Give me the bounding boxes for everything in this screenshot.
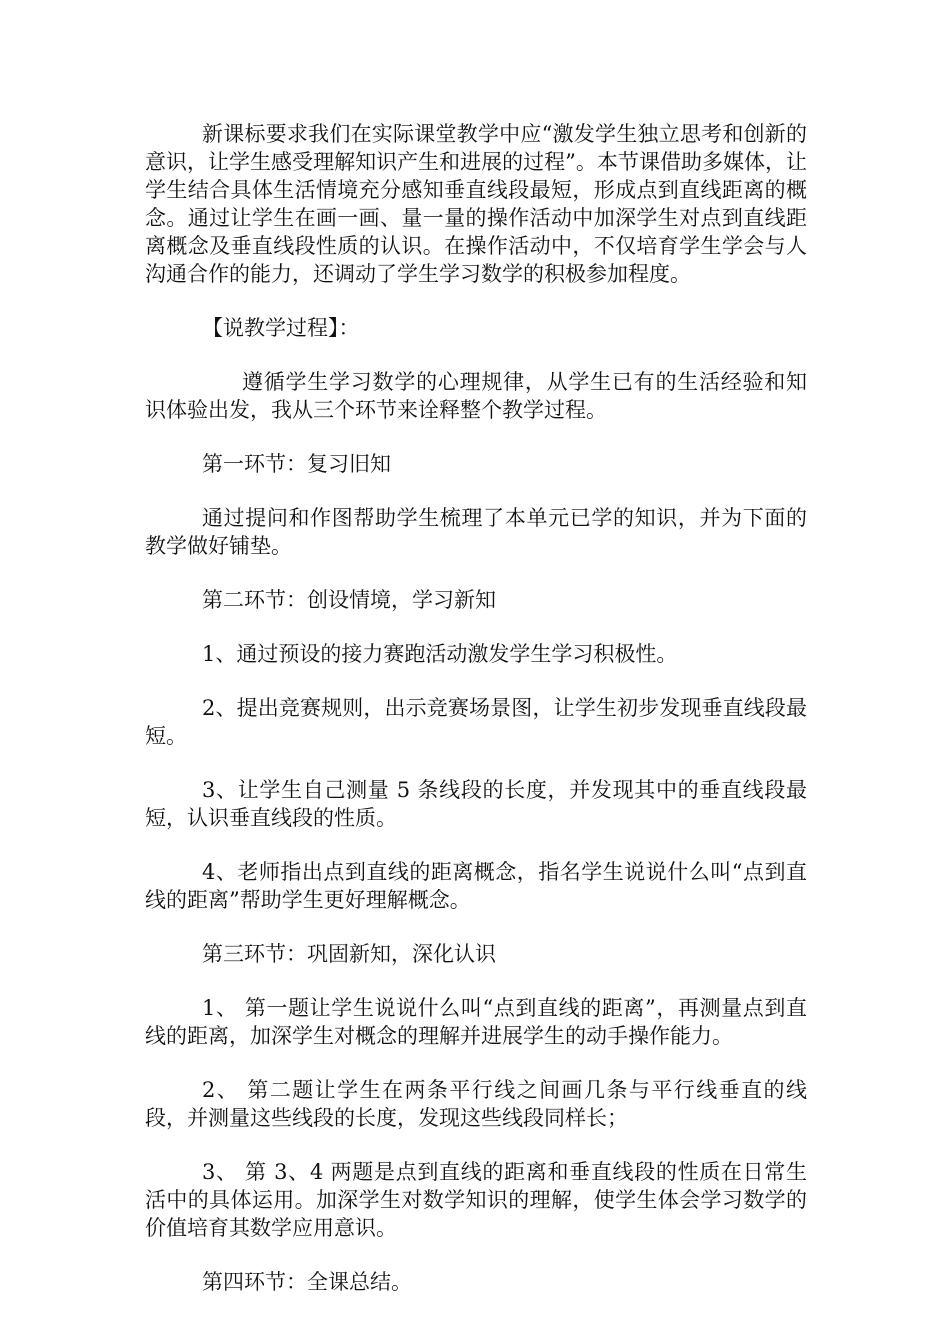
heading-stage-1: 第一环节：复习旧知 [202,452,391,476]
list-item-stage-2-1: 1、通过预设的接力赛跑活动激发学生学习积极性。 [202,642,678,666]
paragraph-stage-1: 通过提问和作图帮助学生梳理了本单元已学的知识，并为下面的教学做好铺垫。 [145,506,807,558]
list-item-stage-3-3: 3、 第 3、4 两题是点到直线的距离和垂直线段的性质在日常生活中的具体运用。加深学生对数学知识的理解，使学生体会学习数学的价值培育其数学应用意识。 [145,1160,807,1240]
heading-stage-4: 第四环节：全课总结。 [202,1270,412,1294]
list-item-stage-2-4: 4、老师指出点到直线的距离概念，指名学生说说什么叫“点到直线的距离”帮助学生更好理解概念。 [145,860,807,912]
list-item-stage-3-2: 2、 第二题让学生在两条平行线之间画几条与平行线垂直的线段，并测量这些线段的长度，发现这些线段同样长； [145,1078,807,1130]
list-item-stage-2-3: 3、让学生自己测量 5 条线段的长度，并发现其中的垂直线段最短，认识垂直线段的性质。 [145,778,807,830]
paragraph-intro: 新课标要求我们在实际课堂教学中应“激发学生独立思考和创新的意识，让学生感受理解知识产生和进展的过程”。本节课借助多媒体，让学生结合具体生活情境充分感知垂直线段最短，形成点到直线距离的概念。通过让学生在画一画、量一量的操作活动中加深学生对点到直线距离概念及垂直线段性质的认识。在操作活动中，不仅培育学生学会与人沟通合作的能力，还调动了学生学习数学的积极参加程度。 [145,122,807,286]
list-item-stage-2-2: 2、提出竞赛规则，出示竞赛场景图，让学生初步发现垂直线段最短。 [145,696,807,748]
heading-teaching-process: 【说教学过程】： [202,316,360,340]
list-item-stage-3-1: 1、 第一题让学生说说什么叫“点到直线的距离”，再测量点到直线的距离，加深学生对概念的理解并进展学生的动手操作能力。 [145,996,807,1048]
heading-stage-3: 第三环节：巩固新知，深化认识 [202,942,496,966]
paragraph-overview: 遵循学生学习数学的心理规律，从学生已有的生活经验和知识体验出发，我从三个环节来诠释整个教学过程。 [145,370,807,422]
document-body [145,120,807,1296]
heading-stage-2: 第二环节：创设情境，学习新知 [202,588,496,612]
